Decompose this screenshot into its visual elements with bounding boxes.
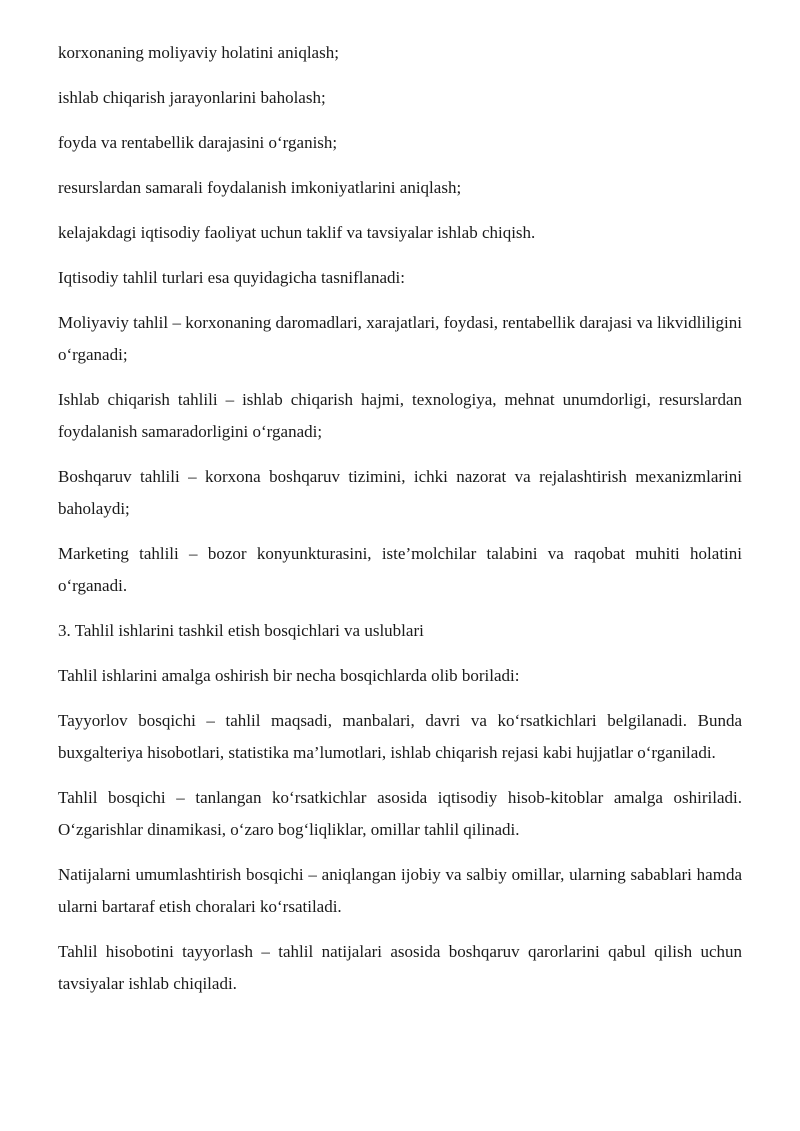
- production-analysis-paragraph: Ishlab chiqarish tahlili – ishlab chiqarish hajmi, texnologiya, mehnat unumdorligi, resurslardan foydalanish samaradorligini o‘rganadi;: [58, 390, 742, 441]
- document-page: [58, 37, 742, 1013]
- analysis-types-intro: Iqtisodiy tahlil turlari esa quyidagicha tasniflanadi:: [58, 268, 405, 287]
- report-stage-paragraph: Tahlil hisobotini tayyorlash – tahlil natijalari asosida boshqaruv qarorlarini qabul qilish uchun tavsiyalar ishlab chiqiladi.: [58, 942, 742, 993]
- preparation-stage-paragraph: Tayyorlov bosqichi – tahlil maqsadi, manbalari, davri va ko‘rsatkichlari belgilanadi. Bunda buxgalteriya hisobotlari, statistika ma’lumotlari, ishlab chiqarish rejasi kabi hujjatlar o‘rganiladi.: [58, 711, 742, 762]
- financial-analysis-paragraph: Moliyaviy tahlil – korxonaning daromadlari, xarajatlari, foydasi, rentabellik darajasi va likvidliligini o‘rganadi;: [58, 313, 742, 364]
- analysis-stage-paragraph: Tahlil bosqichi – tanlangan ko‘rsatkichlar asosida iqtisodiy hisob-kitoblar amalga oshiriladi. O‘zgarishlar dinamikasi, o‘zaro bog‘liqliklar, omillar tahlil qilinadi.: [58, 788, 742, 839]
- generalization-stage-paragraph: Natijalarni umumlashtirish bosqichi – aniqlangan ijobiy va salbiy omillar, ularning sabablari hamda ularni bartaraf etish choralari ko‘rsatiladi.: [58, 865, 742, 916]
- list-item-resources: resurslardan samarali foydalanish imkoniyatlarini aniqlash;: [58, 178, 462, 197]
- list-item-profitability: foyda va rentabellik darajasini o‘rganish;: [58, 133, 338, 152]
- list-item-financial-state: korxonaning moliyaviy holatini aniqlash;: [58, 43, 339, 62]
- management-analysis-paragraph: Boshqaruv tahlili – korxona boshqaruv tizimini, ichki nazorat va rejalashtirish mexanizmlarini baholaydi;: [58, 467, 742, 518]
- stages-intro: Tahlil ishlarini amalga oshirish bir necha bosqichlarda olib boriladi:: [58, 666, 520, 685]
- list-item-production-processes: ishlab chiqarish jarayonlarini baholash;: [58, 88, 326, 107]
- section-heading: 3. Tahlil ishlarini tashkil etish bosqichlari va uslublari: [58, 621, 424, 640]
- marketing-analysis-paragraph: Marketing tahlili – bozor konyunkturasini, iste’molchilar talabini va raqobat muhiti holatini o‘rganadi.: [58, 544, 742, 595]
- list-item-recommendations: kelajakdagi iqtisodiy faoliyat uchun taklif va tavsiyalar ishlab chiqish.: [58, 223, 536, 242]
